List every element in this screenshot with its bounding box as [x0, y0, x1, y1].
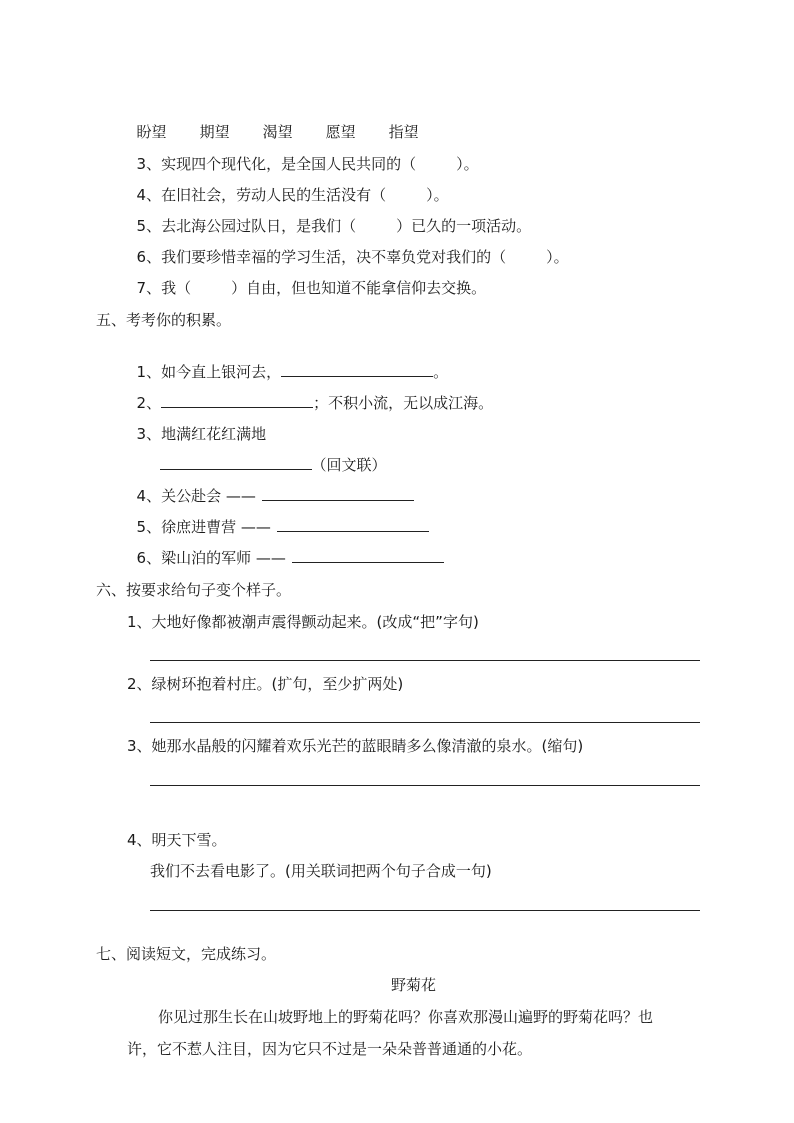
word-3: 渴望: [262, 123, 293, 141]
transform-item-3: 3、她那水晶般的闪耀着欢乐光芒的蓝眼睛多么像清澈的泉水。(缩句): [127, 737, 584, 755]
passage-line-1: 你见过那生长在山坡野地上的野菊花吗？你喜欢那漫山遍野的野菊花吗？也: [158, 1008, 654, 1026]
accum-item-5: 5、徐庶进曹营 ——: [127, 497, 429, 537]
section-6-heading: 六、按要求给句子变个样子。: [96, 581, 292, 599]
accum-item-2: 2、 ；不积小流，无以成江海。: [136, 394, 494, 412]
section-7-heading: 七、阅读短文，完成练习。: [96, 945, 277, 963]
accum-item-6: 6、梁山泊的军师 ——: [127, 528, 444, 568]
passage-line-2: 许，它不惹人注目，因为它只不过是一朵朵普普通通的小花。: [127, 1040, 533, 1058]
transform-item-1: 1、大地好像都被潮声震得颤动起来。(改成“把”字句): [127, 613, 479, 631]
word-4: 愿望: [325, 123, 356, 141]
answer-line-2[interactable]: [150, 722, 700, 723]
accum-item-3-answer: （回文联）: [150, 435, 387, 475]
answer-line-3[interactable]: [150, 785, 700, 786]
fill-item-4: 4、在旧社会，劳动人民的生活没有（ ）。: [136, 186, 449, 204]
accum-item-3: 3、地满红花红满地: [136, 425, 267, 443]
word-5: 指望: [388, 123, 419, 141]
fill-item-7: 7、我（ ）自由，但也知道不能拿信仰去交换。: [136, 279, 487, 297]
accum-item-4: 4、关公赴会 ——: [127, 466, 414, 506]
fill-item-6: 6、我们要珍惜幸福的学习生活，决不辜负党对我们的（ ）。: [136, 248, 569, 266]
word-1: 盼望: [136, 123, 167, 141]
answer-line-1[interactable]: [150, 660, 700, 661]
word-2: 期望: [199, 123, 230, 141]
transform-item-4-sentence-2: 我们不去看电影了。(用关联词把两个句子合成一句): [150, 862, 492, 880]
section-5-heading: 五、考考你的积累。: [96, 311, 232, 329]
fill-item-3: 3、实现四个现代化，是全国人民共同的（ ）。: [136, 155, 479, 173]
passage-title: 野菊花: [391, 976, 437, 994]
answer-line-4[interactable]: [150, 910, 700, 911]
answer-blank[interactable]: [292, 548, 444, 563]
accum-item-1: 1、如今直上银河去， 。: [136, 363, 449, 381]
transform-item-2: 2、绿树环抱着村庄。(扩句，至少扩两处): [127, 675, 404, 693]
fill-item-5: 5、去北海公园过队日，是我们（ ）已久的一项活动。: [136, 217, 532, 235]
transform-item-4: 4、明天下雪。: [127, 831, 227, 849]
